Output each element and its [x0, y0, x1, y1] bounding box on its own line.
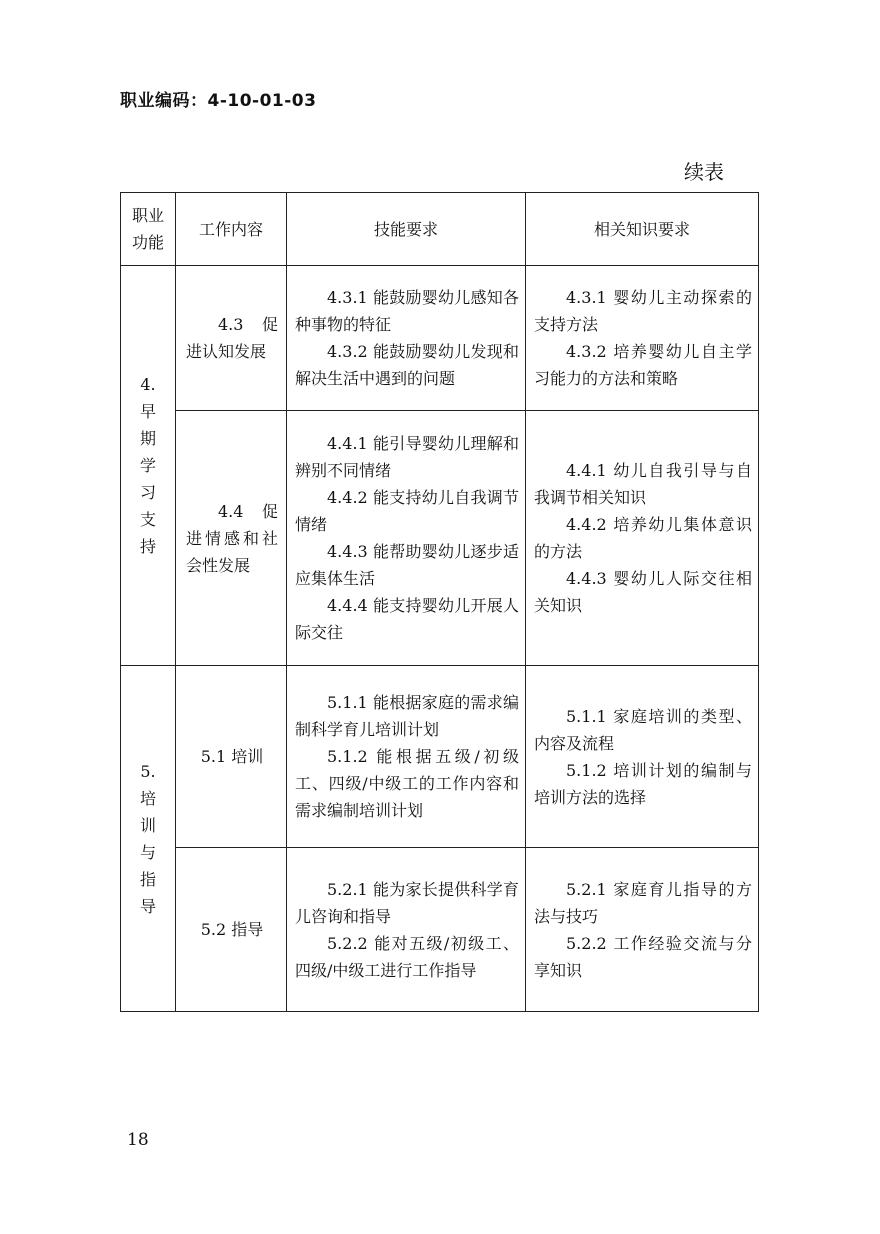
- work-content: 5.2 指导: [200, 920, 264, 939]
- function-char: 导: [139, 896, 156, 916]
- function-char: 与: [139, 842, 156, 862]
- header-function-line2: 功能: [131, 233, 164, 252]
- header-knowledge: 相关知识要求: [526, 193, 759, 266]
- table-row: [121, 848, 759, 1012]
- table-row: [121, 666, 759, 848]
- knowledge-item: 5.1.2 培训计划的编制与培训方法的选择: [534, 760, 752, 807]
- knowledge-item: 4.3.2 培养婴幼儿自主学习能力的方法和策略: [534, 342, 752, 388]
- knowledge-cell: [526, 848, 759, 1012]
- knowledge-cell: [526, 266, 759, 411]
- work-content-cell: [176, 848, 287, 1012]
- continued-label: 续表: [684, 160, 724, 184]
- skill-item: 4.4.3 能帮助婴幼儿逐步适应集体生活: [295, 542, 519, 588]
- function-char: 训: [139, 815, 156, 835]
- work-content-cell: [176, 266, 287, 411]
- function-char: 习: [139, 483, 156, 502]
- skills-table: [120, 192, 759, 1012]
- skill-item: 5.1.2 能根据五级/初级工、四级/中级工的工作内容和需求编制培训计划: [295, 747, 519, 820]
- work-content: 5.1 培训: [200, 747, 264, 766]
- function-char: 培: [139, 788, 156, 808]
- skills-cell: [287, 848, 526, 1012]
- skills-cell: [287, 411, 526, 666]
- skills-cell: [287, 666, 526, 848]
- function-char: 指: [139, 869, 156, 889]
- work-content-cell: [176, 666, 287, 848]
- table-row: [121, 266, 759, 411]
- skills-cell: [287, 266, 526, 411]
- knowledge-item: 4.4.3 婴幼儿人际交往相关知识: [534, 569, 752, 615]
- skill-item: 4.3.2 能鼓励婴幼儿发现和解决生活中遇到的问题: [295, 342, 519, 388]
- function-4-cell: [121, 266, 176, 666]
- function-char: 学: [139, 456, 156, 475]
- skill-item: 5.2.1 能为家长提供科学育儿咨询和指导: [295, 879, 519, 926]
- table-header-row: [121, 193, 759, 266]
- knowledge-item: 4.3.1 婴幼儿主动探索的支持方法: [534, 288, 752, 334]
- header-content: 工作内容: [176, 193, 287, 266]
- page-number: 18: [127, 1130, 149, 1150]
- function-4-label: 4.: [140, 375, 156, 394]
- function-5-cell: [121, 666, 176, 1012]
- skill-item: 4.4.1 能引导婴幼儿理解和辨别不同情绪: [295, 434, 519, 480]
- skill-item: 4.4.4 能支持婴幼儿开展人际交往: [295, 596, 519, 642]
- header-skills: 技能要求: [287, 193, 526, 266]
- work-content: 4.3 促进认知发展: [186, 315, 278, 361]
- function-char: 早: [139, 402, 156, 421]
- skill-item: 5.2.2 能对五级/初级工、四级/中级工进行工作指导: [295, 933, 519, 980]
- function-char: 支: [139, 510, 156, 529]
- header-function-line1: 职业: [131, 206, 164, 225]
- table-row: [121, 411, 759, 666]
- knowledge-item: 4.4.1 幼儿自我引导与自我调节相关知识: [534, 461, 752, 507]
- skill-item: 4.4.2 能支持幼儿自我调节情绪: [295, 488, 519, 534]
- knowledge-cell: [526, 411, 759, 666]
- header-function: [121, 193, 176, 266]
- function-5-label: 5.: [140, 761, 156, 781]
- work-content: 4.4 促进情感和社会性发展: [186, 501, 278, 575]
- knowledge-cell: [526, 666, 759, 848]
- occupation-code: 职业编码：4-10-01-03: [120, 91, 317, 111]
- function-char: 持: [139, 537, 156, 556]
- skill-item: 5.1.1 能根据家庭的需求编制科学育儿培训计划: [295, 693, 519, 739]
- function-char: 期: [139, 429, 156, 448]
- knowledge-item: 5.2.2 工作经验交流与分享知识: [534, 933, 752, 980]
- skill-item: 4.3.1 能鼓励婴幼儿感知各种事物的特征: [295, 288, 519, 334]
- work-content-cell: [176, 411, 287, 666]
- knowledge-item: 4.4.2 培养幼儿集体意识的方法: [534, 515, 752, 561]
- knowledge-item: 5.2.1 家庭育儿指导的方法与技巧: [534, 879, 752, 926]
- knowledge-item: 5.1.1 家庭培训的类型、内容及流程: [534, 706, 752, 753]
